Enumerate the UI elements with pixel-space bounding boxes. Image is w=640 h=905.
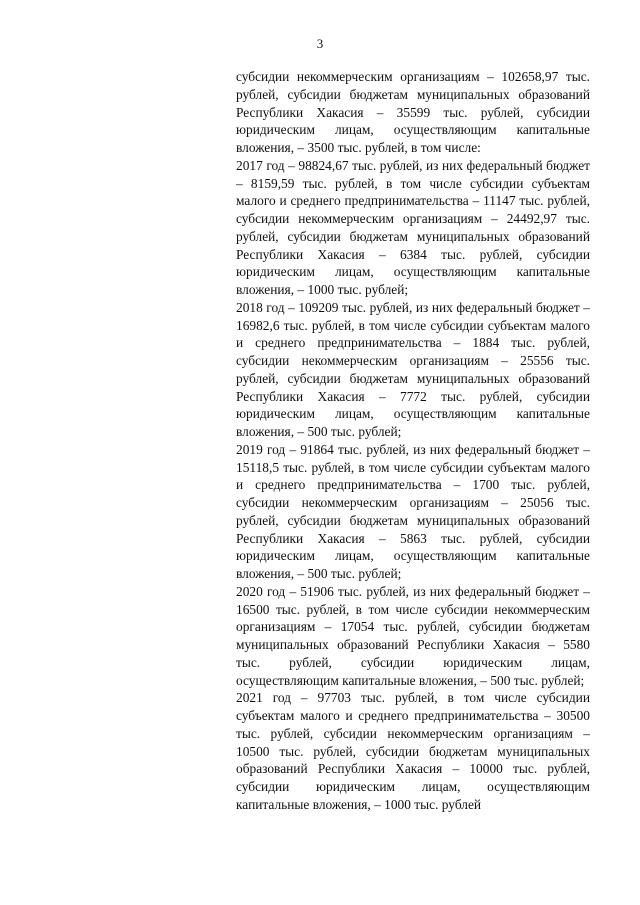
paragraph-year-2021: 2021 год – 97703 тыс. рублей, в том числе субсидии субъектам малого и среднего предпринимательства – 30500 тыс. рублей, субсидии некоммерческим организациям – 10500 тыс. рублей, субсидии бюджетам муниципальных образований Республики Хакасия – 10000 тыс. рублей, субсидии юридическим лицам, осуществляющим капитальные вложения, – 1000 тыс. рублей <box>236 690 590 812</box>
paragraph-year-2018: 2018 год – 109209 тыс. рублей, из них федеральный бюджет – 16982,6 тыс. рублей, в том числе субсидии субъектам малого и среднего предпринимательства – 1884 тыс. рублей, субсидии некоммерческим организациям – 25556 тыс. рублей, субсидии бюджетам муниципальных образований Республики Хакасия – 7772 тыс. рублей, субсидии юридическим лицам, осуществляющим капитальные вложения, – 500 тыс. рублей; <box>236 299 590 439</box>
paragraph-year-2017: 2017 год – 98824,67 тыс. рублей, из них федеральный бюджет – 8159,59 тыс. рублей, в том числе субсидии субъектам малого и среднего предпринимательства – 11147 тыс. рублей, субсидии некоммерческим организациям – 24492,97 тыс. рублей, субсидии бюджетам муниципальных образований Республики Хакасия – 6384 тыс. рублей, субсидии юридическим лицам, осуществляющим капитальные вложения, – 1000 тыс. рублей; <box>236 157 590 297</box>
paragraph-year-2019: 2019 год – 91864 тыс. рублей, из них федеральный бюджет – 15118,5 тыс. рублей, в том числе субсидии субъектам малого и среднего предпринимательства – 1700 тыс. рублей, субсидии некоммерческим организациям – 25056 тыс. рублей, субсидии бюджетам муниципальных образований Республики Хакасия – 5863 тыс. рублей, субсидии юридическим лицам, осуществляющим капитальные вложения, – 500 тыс. рублей; <box>236 441 590 581</box>
document-body <box>236 68 590 814</box>
page-number: 3 <box>316 36 324 51</box>
paragraph-year-2020: 2020 год – 51906 тыс. рублей, из них федеральный бюджет – 16500 тыс. рублей, в том числе субсидии некоммерческим организациям – 17054 тыс. рублей, субсидии бюджетам муниципальных образований Республики Хакасия – 5580 тыс. рублей, субсидии юридическим лицам, осуществляющим капитальные вложения, – 500 тыс. рублей; <box>236 583 590 688</box>
paragraph-subsidies-summary: субсидии некоммерческим организациям – 102658,97 тыс. рублей, субсидии бюджетам муниципальных образований Республики Хакасия – 35599 тыс. рублей, субсидии юридическим лицам, осуществляющим капитальные вложения, – 3500 тыс. рублей, в том числе: <box>236 69 590 155</box>
